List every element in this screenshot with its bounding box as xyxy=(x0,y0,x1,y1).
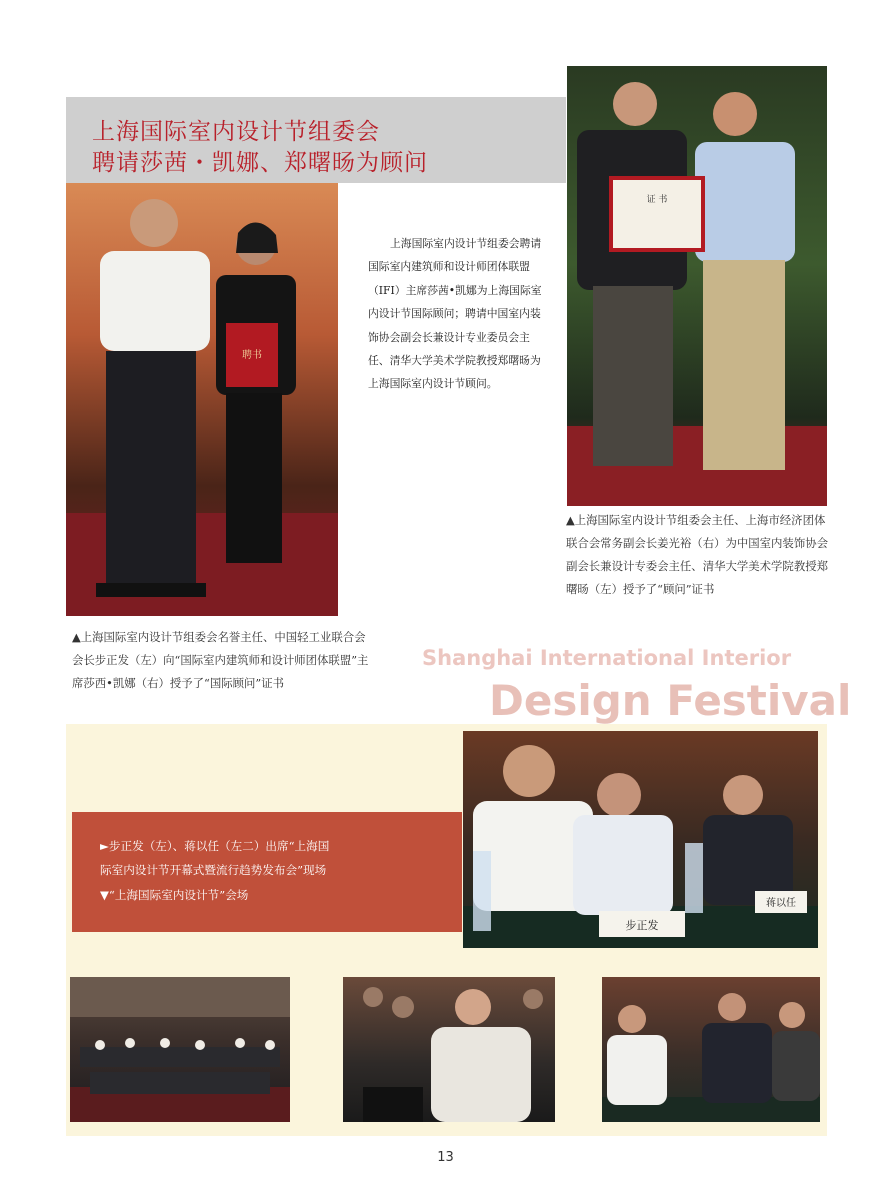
article-title-line-1: 上海国际室内设计节组委会 xyxy=(92,119,380,145)
name-card-1: 步正发 xyxy=(625,919,659,932)
caption-left: ▲上海国际室内设计节组委会名誉主任、中国轻工业联合会会长步正发（左）向“国际室内建筑师和设计师团体联盟”主席莎西•凯娜（右）授予了“国际顾问”证书 xyxy=(72,630,369,690)
festival-name-line-1: Shanghai International Interior xyxy=(422,646,792,670)
photo-award-right xyxy=(567,66,827,506)
certificate-text-left: 聘书 xyxy=(242,350,262,361)
red-caption-box xyxy=(72,812,462,932)
photo-award-left xyxy=(66,183,338,616)
certificate-text-right: 证 书 xyxy=(646,195,668,205)
name-card-2: 蒋以任 xyxy=(766,898,796,909)
article-body xyxy=(368,232,548,396)
photo-vip-seats xyxy=(463,731,818,948)
title-band xyxy=(66,97,566,183)
festival-name-line-2: Design Festival xyxy=(489,676,852,725)
photo-audience-right xyxy=(602,977,820,1122)
red-caption-line-1: ►步正发（左）、蒋以任（左二）出席“上海国 xyxy=(100,839,330,853)
article-title-line-2: 聘请莎茜・凯娜、郑曙旸为顾问 xyxy=(92,150,428,176)
red-caption-line-3: ▼“上海国际室内设计节”会场 xyxy=(100,888,249,902)
red-caption-line-2: 际室内设计节开幕式暨流行趋势发布会”现场 xyxy=(100,863,327,877)
caption-right: ▲上海国际室内设计节组委会主任、上海市经济团体联合会常务副会长姜光裕（右）为中国室内装饰协会副会长兼设计专委会主任、清华大学美术学院教授郑曙旸（左）授予了“顾问”证书 xyxy=(566,513,828,596)
photo-venue-hall xyxy=(70,977,290,1122)
article-body-text: 上海国际室内设计节组委会聘请国际室内建筑师和设计师团体联盟（IFI）主席莎茜•凯娜为上海国际室内设计节国际顾问；聘请中国室内装饰协会副会长兼设计专业委员会主任、清华大学美术学院教授郑曙旸为上海国际室内设计节顾问。 xyxy=(368,237,542,391)
photo-audience-center xyxy=(343,977,555,1122)
page-number: 13 xyxy=(437,1150,454,1165)
